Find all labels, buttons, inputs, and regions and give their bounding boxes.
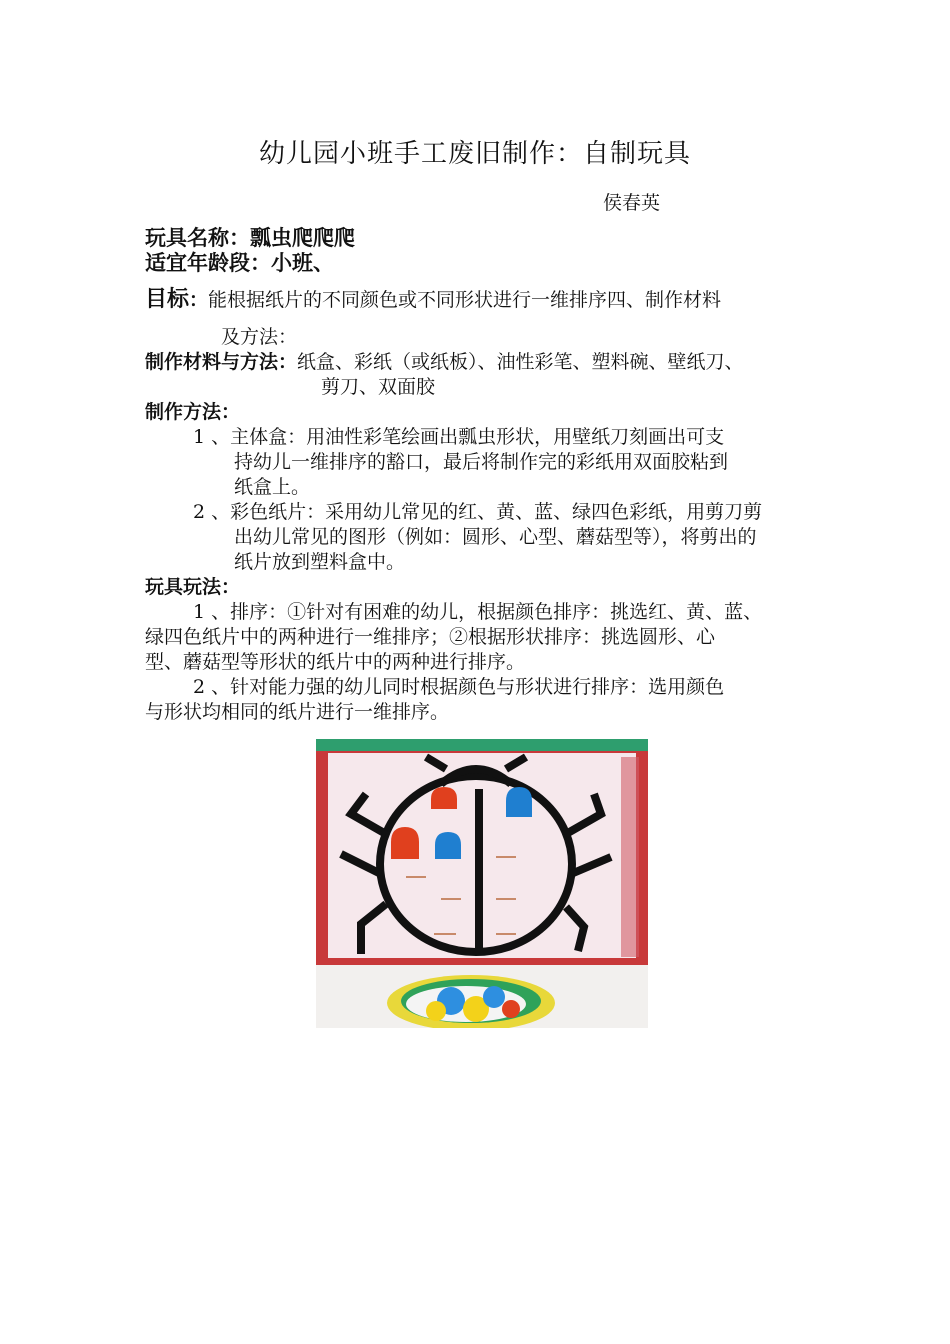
document-title: 幼儿园小班手工废旧制作：自制玩具 bbox=[258, 139, 691, 169]
play-para1-line1: 1 、排序：①针对有困难的幼儿，根据颜色排序：挑选红、黄、蓝、 bbox=[193, 601, 763, 623]
method-item2-line2: 出幼儿常见的图形（例如：圆形、心型、蘑菇型等），将剪出的 bbox=[234, 526, 757, 548]
goal-text-1: 能根据纸片的不同颜色或不同形状进行一维排序四、制作材料 bbox=[208, 289, 722, 311]
method-item1-line1: 1 、主体盒：用油性彩笔绘画出瓢虫形状，用壁纸刀刻画出可支 bbox=[193, 426, 725, 448]
toy-name-label: 玩具名称： bbox=[145, 226, 250, 250]
goal-text-2: 及方法： bbox=[221, 326, 298, 348]
toy-name-value: 瓢虫爬爬爬 bbox=[250, 226, 355, 250]
method-item1-line2: 持幼儿一维排序的豁口，最后将制作完的彩纸用双面胶粘到 bbox=[234, 451, 729, 473]
materials-text-2: 剪刀、双面胶 bbox=[321, 376, 436, 398]
play-para2-line2: 与形状均相同的纸片进行一维排序。 bbox=[145, 701, 450, 723]
goal-label: 目标 bbox=[145, 287, 190, 312]
method-item2-line3: 纸片放到塑料盒中。 bbox=[234, 551, 406, 573]
age-label: 适宜年龄段： bbox=[145, 251, 271, 275]
method-item2-line1: 2 、彩色纸片：采用幼儿常见的红、黄、蓝、绿四色彩纸，用剪刀剪 bbox=[193, 501, 763, 523]
play-heading: 玩具玩法： bbox=[145, 576, 241, 598]
author-name: 侯春英 bbox=[603, 192, 661, 214]
play-para1-line2: 绿四色纸片中的两种进行一维排序；②根据形状排序：挑选圆形、心 bbox=[145, 626, 716, 648]
age-line bbox=[145, 251, 334, 277]
method-heading: 制作方法： bbox=[145, 401, 241, 423]
age-value: 小班、 bbox=[271, 251, 334, 275]
play-para2-line1: 2 、针对能力强的幼儿同时根据颜色与形状进行排序：选用颜色 bbox=[193, 676, 725, 698]
materials-text-1: 纸盒、彩纸（或纸板）、油性彩笔、塑料碗、壁纸刀、 bbox=[297, 351, 744, 373]
goal-colon: ： bbox=[189, 289, 209, 311]
materials-label: 制作材料与方法： bbox=[145, 351, 298, 373]
play-para1-line3: 型、蘑菇型等形状的纸片中的两种进行排序。 bbox=[145, 651, 526, 673]
ladybug-toy-photo bbox=[316, 739, 648, 1028]
goal-line-1 bbox=[145, 287, 721, 313]
method-item1-line3: 纸盒上。 bbox=[234, 476, 311, 498]
materials-line-1 bbox=[145, 350, 744, 375]
toy-name-line bbox=[145, 226, 355, 252]
